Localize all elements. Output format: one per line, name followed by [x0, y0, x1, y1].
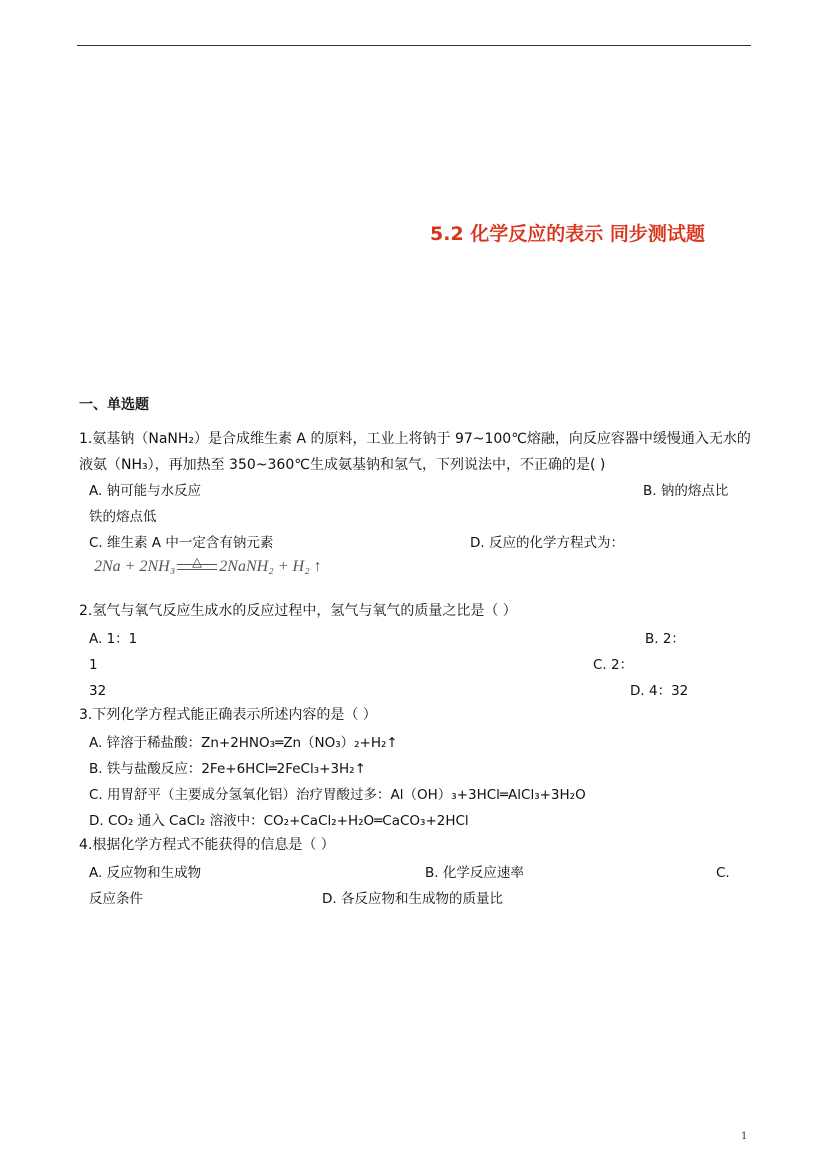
heat-condition-icon: △ [192, 554, 202, 569]
q2-option-c: C. 2： [593, 657, 634, 673]
q1-option-b-cont: 铁的熔点低 [89, 509, 157, 525]
q4-option-a: A. 反应物和生成物 [89, 865, 202, 881]
q2-stem: 2.氢气与氧气反应生成水的反应过程中，氢气与氧气的质量之比是（ ） [79, 603, 517, 619]
q2-option-a: A. 1：1 [89, 631, 138, 647]
equation-left: 2Na + 2NH₃ [94, 558, 176, 575]
q2-option-d: D. 4：32 [630, 683, 689, 699]
q1-option-d: D. 反应的化学方程式为： [470, 535, 624, 551]
q3-option-a: A. 锌溶于稀盐酸：Zn+2HNO₃═Zn（NO₃）₂+H₂↑ [89, 735, 398, 751]
q1-option-b: B. 钠的熔点比 [643, 483, 729, 499]
q4-option-c-cont: 反应条件 [89, 891, 143, 907]
q4-stem: 4.根据化学方程式不能获得的信息是（ ） [79, 837, 335, 853]
q1-equation [94, 554, 322, 576]
q4-option-c: C. [716, 865, 730, 881]
q1-stem-line2: 液氨（NH₃），再加热至 350~360℃生成氨基钠和氢气，下列说法中，不正确的是( ) [79, 457, 606, 473]
q2-option-b: B. 2： [645, 631, 685, 647]
q1-option-a: A. 钠可能与水反应 [89, 483, 202, 499]
q3-option-c: C. 用胃舒平（主要成分氢氧化铝）治疗胃酸过多：Al（OH）₃+3HCl═AlCl₃+3H₂O [89, 787, 586, 803]
page-title: 5.2 化学反应的表示 同步测试题 [430, 223, 705, 245]
equation-right: 2NaNH₂ + H₂ ↑ [219, 558, 322, 575]
q3-stem: 3.下列化学方程式能正确表示所述内容的是（ ） [79, 707, 377, 723]
page-number: 1 [741, 1131, 748, 1142]
q1-option-c: C. 维生素 A 中一定含有钠元素 [89, 535, 274, 551]
q2-option-b-cont: 1 [89, 657, 98, 673]
q2-option-c-cont: 32 [89, 683, 107, 699]
q4-option-b: B. 化学反应速率 [425, 865, 524, 881]
q3-option-d: D. CO₂ 通入 CaCl₂ 溶液中：CO₂+CaCl₂+H₂O═CaCO₃+2HCl [89, 813, 469, 829]
header-rule [77, 45, 751, 46]
q4-option-d: D. 各反应物和生成物的质量比 [322, 891, 503, 907]
q1-stem-line1: 1.氨基钠（NaNH₂）是合成维生素 A 的原料，工业上将钠于 97~100℃熔融，向反应容器中缓慢通入无水的 [79, 431, 751, 447]
section-heading: 一、单选题 [79, 397, 149, 413]
q3-option-b: B. 铁与盐酸反应：2Fe+6HCl═2FeCl₃+3H₂↑ [89, 761, 366, 777]
